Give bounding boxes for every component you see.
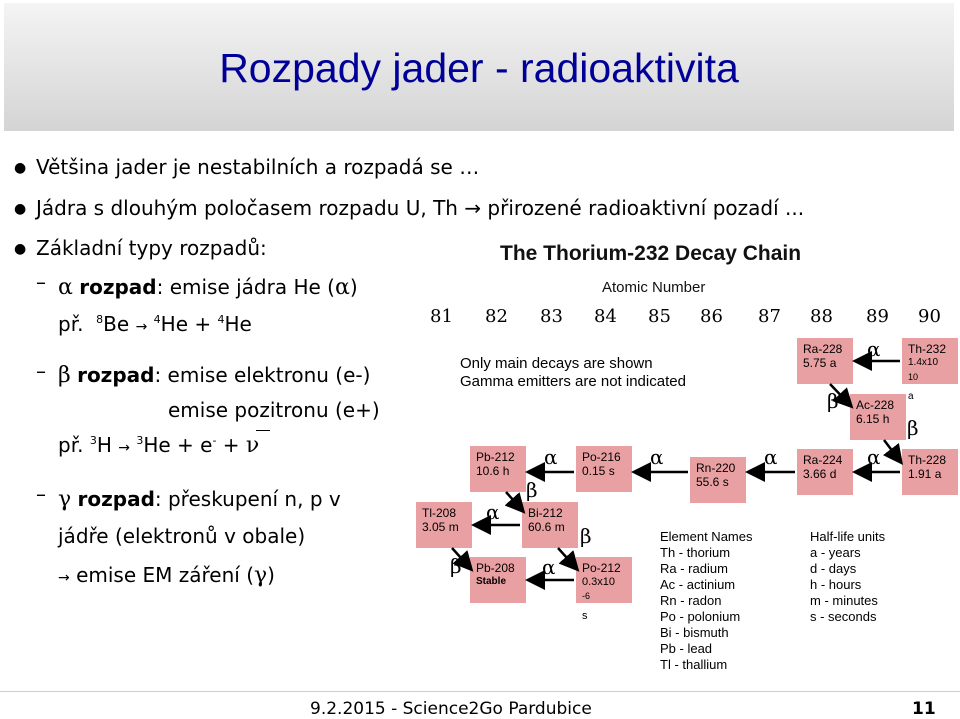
thorium-decay-chart (410, 235, 960, 672)
example-text: He + (160, 312, 218, 336)
alpha-label: α (650, 445, 664, 469)
bullet-text-1: Většina jader je nestabilních a rozpadá se … (36, 155, 480, 179)
example-text: He (224, 312, 252, 336)
gamma-decay-line (58, 487, 341, 512)
nuclide-halflife: 3.66 d (803, 467, 837, 481)
nuclide-name: Ra-228 (803, 342, 843, 356)
nuclide-name: Po-216 (582, 450, 621, 464)
alpha-label: α (867, 337, 881, 361)
alpha-label: α (764, 445, 778, 469)
halflife-legend: Half-life units a - years d - days h - hours m - minutes s - seconds (810, 529, 886, 624)
gamma-text-3: emise EM záření ( (69, 563, 255, 587)
beta-example (58, 433, 259, 458)
gamma-symbol-2: γ (254, 563, 268, 588)
beta-decay-line (58, 363, 370, 388)
footer-text: 9.2.2015 - Science2Go Pardubice (310, 699, 592, 719)
decay-arrow (506, 492, 522, 510)
example-text: + (216, 433, 246, 457)
beta-text: : emise elektronu (e-) (154, 363, 371, 387)
halflife-value: 0.3x10 (582, 576, 616, 588)
bullet-text-3: Základní typy rozpadů: (36, 236, 267, 260)
halflife-value: 1.4x10 (908, 357, 939, 368)
bullet-icon: ● (14, 160, 27, 176)
alpha-label: α (867, 445, 881, 469)
atomic-number: 90 (918, 306, 941, 327)
beta-label: β (907, 416, 919, 440)
chart-title: The Thorium-232 Decay Chain (500, 242, 802, 265)
nuclide-name: Pb-208 (476, 561, 515, 575)
nuclide-halflife: 60.6 m (528, 520, 565, 534)
alpha-text: : emise jádra He ( (156, 275, 335, 299)
gamma-bold: rozpad (77, 487, 155, 511)
nuclide-name: Th-228 (908, 453, 947, 467)
example-prefix: př. (58, 433, 84, 457)
note-line: Gamma emitters are not indicated (460, 373, 686, 390)
nuclide-halflife: 1.91 a (908, 467, 942, 481)
beta-bold: rozpad (77, 363, 155, 387)
dash-marker: – (36, 482, 46, 506)
atomic-number: 84 (594, 306, 617, 327)
atomic-number: 88 (810, 306, 833, 327)
bullet-icon: ● (14, 241, 27, 257)
beta-label: β (580, 524, 592, 548)
beta-label: β (827, 389, 839, 413)
dash-marker: – (36, 270, 46, 294)
nu-symbol: ν (245, 433, 260, 458)
nuclide-name: Rn-220 (696, 461, 736, 475)
halflife-exponent: 10 (908, 372, 919, 382)
example-prefix: př. (58, 312, 84, 336)
alpha-label: α (544, 445, 558, 469)
title-bar (4, 3, 954, 131)
antineutrino-bar (256, 430, 270, 431)
beta-label: β (450, 554, 462, 578)
atomic-number: 83 (540, 306, 563, 327)
beta-label: β (526, 478, 538, 502)
decay-arrow (884, 440, 900, 461)
alpha-symbol: α (58, 275, 73, 300)
superscript: 4 (153, 313, 161, 326)
nuclide-halflife: 10.6 h (476, 464, 510, 478)
atomic-number: 86 (700, 306, 723, 327)
arrow-icon: → (58, 570, 70, 586)
atomic-number: 85 (648, 306, 671, 327)
footer-divider (0, 691, 960, 692)
nuclide-name: Ra-224 (803, 453, 843, 467)
nuclide-name: Po-212 (582, 561, 621, 575)
nuclide-name: Ac-228 (856, 398, 895, 412)
nuclide-name: Pb-212 (476, 450, 515, 464)
beta-text-2: emise pozitronu (e+) (168, 398, 380, 422)
atomic-number: 81 (430, 306, 453, 327)
atomic-number: 87 (758, 306, 781, 327)
example-text: He + e (143, 433, 213, 457)
decay-arrow (558, 548, 576, 568)
alpha-symbol-2: α (334, 275, 350, 300)
alpha-label: α (486, 500, 500, 524)
bullet-text-2: Jádra s dlouhým poločasem rozpadu U, Th → přirozené radioaktivní pozadí ... (36, 196, 805, 220)
halflife-unit: s (582, 610, 588, 622)
nuclide-halflife: Stable (476, 576, 507, 587)
note-line: Only main decays are shown (460, 355, 653, 372)
nuclide-halflife: 0.15 s (582, 464, 615, 478)
halflife-exponent: -6 (582, 591, 591, 601)
gamma-symbol: γ (58, 487, 72, 512)
nuclide-name: Tl-208 (422, 506, 457, 520)
nuclide-halflife: 3.05 m (422, 520, 459, 534)
nuclide-halflife: 55.6 s (696, 475, 729, 489)
arrow-icon: → (135, 319, 148, 335)
slide-title: Rozpady jader - radioaktivita (219, 45, 739, 91)
nuclide-name: Bi-212 (528, 506, 563, 520)
alpha-example (58, 312, 252, 336)
dash-marker: – (36, 359, 46, 383)
alpha-decay-line (58, 275, 358, 300)
alpha-bold: rozpad (79, 275, 157, 299)
superscript: - (212, 434, 217, 447)
superscript: 3 (89, 434, 97, 447)
nuclide-halflife: 6.15 h (856, 412, 890, 426)
axis-label: Atomic Number (602, 279, 706, 296)
arrow-icon: → (118, 440, 130, 456)
superscript: 8 (96, 313, 104, 326)
beta-symbol: β (58, 363, 71, 388)
superscript: 3 (136, 434, 144, 447)
gamma-emission (58, 563, 275, 588)
nuclide-name: Th-232 (908, 342, 947, 356)
element-legend: Element Names Th - thorium Ra - radium Ac - actinium Rn - radon Po - polonium Bi - bismuth Pb - lead Tl - thallium (660, 529, 753, 672)
gamma-end: ) (267, 563, 275, 587)
bullet-icon: ● (14, 201, 27, 217)
example-text: H (96, 433, 112, 457)
gamma-text: : přeskupení n, p v (154, 487, 341, 511)
example-text: Be (103, 312, 130, 336)
nuclide-halflife: 5.75 a (803, 356, 837, 370)
alpha-end: ) (349, 275, 358, 299)
page-number: 11 (912, 699, 936, 719)
gamma-text-2: jádře (elektronů v obale) (58, 524, 306, 548)
halflife-unit: a (908, 391, 914, 402)
superscript: 4 (217, 313, 225, 326)
alpha-label: α (542, 555, 556, 579)
atomic-number: 82 (485, 306, 508, 327)
atomic-number: 89 (866, 306, 889, 327)
